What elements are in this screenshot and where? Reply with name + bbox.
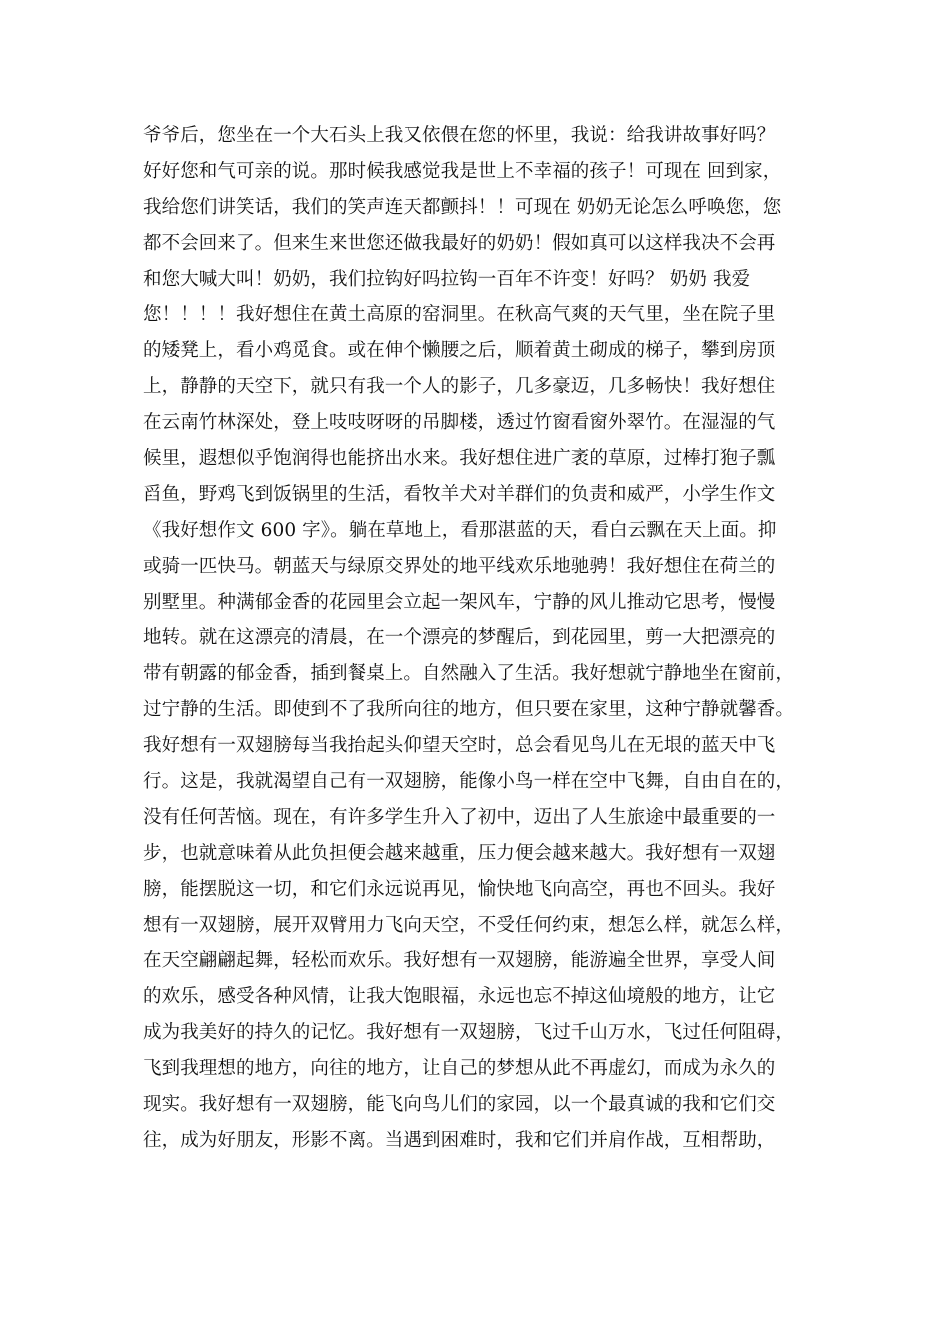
text-line: 《我好想作文 600 字》。躺在草地上，看那湛蓝的天，看白云飘在天上面。抑 xyxy=(143,519,777,541)
text-line: 好好您和气可亲的说。那时候我感觉我是世上不幸福的孩子！可现在 回到家， xyxy=(143,160,782,182)
text-line: 地转。就在这漂亮的清晨，在一个漂亮的梦醒后，到花园里，剪一大把漂亮的 xyxy=(143,627,776,649)
text-line: 上，静静的天空下，就只有我一个人的影子，几多豪迈，几多畅快！我好想住 xyxy=(143,376,776,398)
text-line: 行。这是，我就渴望自己有一双翅膀，能像小鸟一样在空中飞舞，自由自在的， xyxy=(143,771,795,793)
text-line: 带有朝露的郁金香，插到餐桌上。自然融入了生活。我好想就宁静地坐在窗前， xyxy=(143,663,795,685)
text-line: 现实。我好想有一双翅膀，能飞向鸟儿们的家园，以一个最真诚的我和它们交 xyxy=(143,1094,776,1116)
text-line: 没有任何苦恼。现在，有许多学生升入了初中，迈出了人生旅途中最重要的一 xyxy=(143,806,776,828)
text-line: 舀鱼，野鸡飞到饭锅里的生活，看牧羊犬对羊群们的负责和威严，小学生作文 xyxy=(143,483,776,505)
text-line: 您！！！！我好想住在黄土高原的窑洞里。在秋高气爽的天气里，坐在院子里 xyxy=(143,304,776,326)
text-line: 过宁静的生活。即使到不了我所向往的地方，但只要在家里，这种宁静就馨香。 xyxy=(143,699,795,721)
text-line: 成为我美好的持久的记忆。我好想有一双翅膀，飞过千山万水，飞过任何阻碍， xyxy=(143,1022,795,1044)
text-line: 爷爷后，您坐在一个大石头上我又依偎在您的怀里，我说：给我讲故事好吗？ xyxy=(143,125,776,146)
text-line: 往，成为好朋友，形影不离。当遇到困难时，我和它们并肩作战，互相帮助， xyxy=(143,1129,776,1151)
body-text xyxy=(143,118,823,1159)
text-line: 膀，能摆脱这一切，和它们永远说再见，愉快地飞向高空，再也不回头。我好 xyxy=(143,878,776,900)
text-line: 我好想有一双翅膀每当我抬起头仰望天空时，总会看见鸟儿在无垠的蓝天中飞 xyxy=(143,735,776,757)
text-line: 的欢乐，感受各种风情，让我大饱眼福，永远也忘不掉这仙境般的地方，让它 xyxy=(143,986,776,1008)
text-line: 的矮凳上，看小鸡觅食。或在伸个懒腰之后，顺着黄土砌成的梯子，攀到房顶 xyxy=(143,340,776,362)
text-line: 或骑一匹快马。朝蓝天与绿原交界处的地平线欢乐地驰骋！我好想住在荷兰的 xyxy=(143,555,776,577)
text-line: 步，也就意味着从此负担便会越来越重，压力便会越来越大。我好想有一双翅 xyxy=(143,842,776,864)
text-line: 我给您们讲笑话，我们的笑声连天都颤抖！！可现在 奶奶无论怎么呼唤您，您 xyxy=(143,196,782,218)
text-line: 别墅里。种满郁金香的花园里会立起一架风车，宁静的风儿推动它思考，慢慢 xyxy=(143,591,776,613)
text-line: 在天空翩翩起舞，轻松而欢乐。我好想有一双翅膀，能游遍全世界，享受人间 xyxy=(143,950,776,972)
text-line: 候里，遐想似乎饱润得也能挤出水来。我好想住进广袤的草原，过棒打狍子瓢 xyxy=(143,448,776,470)
text-line: 飞到我理想的地方，向往的地方，让自己的梦想从此不再虚幻，而成为永久的 xyxy=(143,1058,776,1080)
text-line: 都不会回来了。但来生来世您还做我最好的奶奶！假如真可以这样我决不会再 xyxy=(143,232,776,254)
text-line: 和您大喊大叫！奶奶，我们拉钩好吗拉钩一百年不许变！好吗？ 奶奶 我爱 xyxy=(143,268,751,290)
text-line: 在云南竹林深处，登上吱吱呀呀的吊脚楼，透过竹窗看窗外翠竹。在湿湿的气 xyxy=(143,412,776,434)
text-line: 想有一双翅膀，展开双臂用力飞向天空，不受任何约束，想怎么样，就怎么样， xyxy=(143,914,795,936)
